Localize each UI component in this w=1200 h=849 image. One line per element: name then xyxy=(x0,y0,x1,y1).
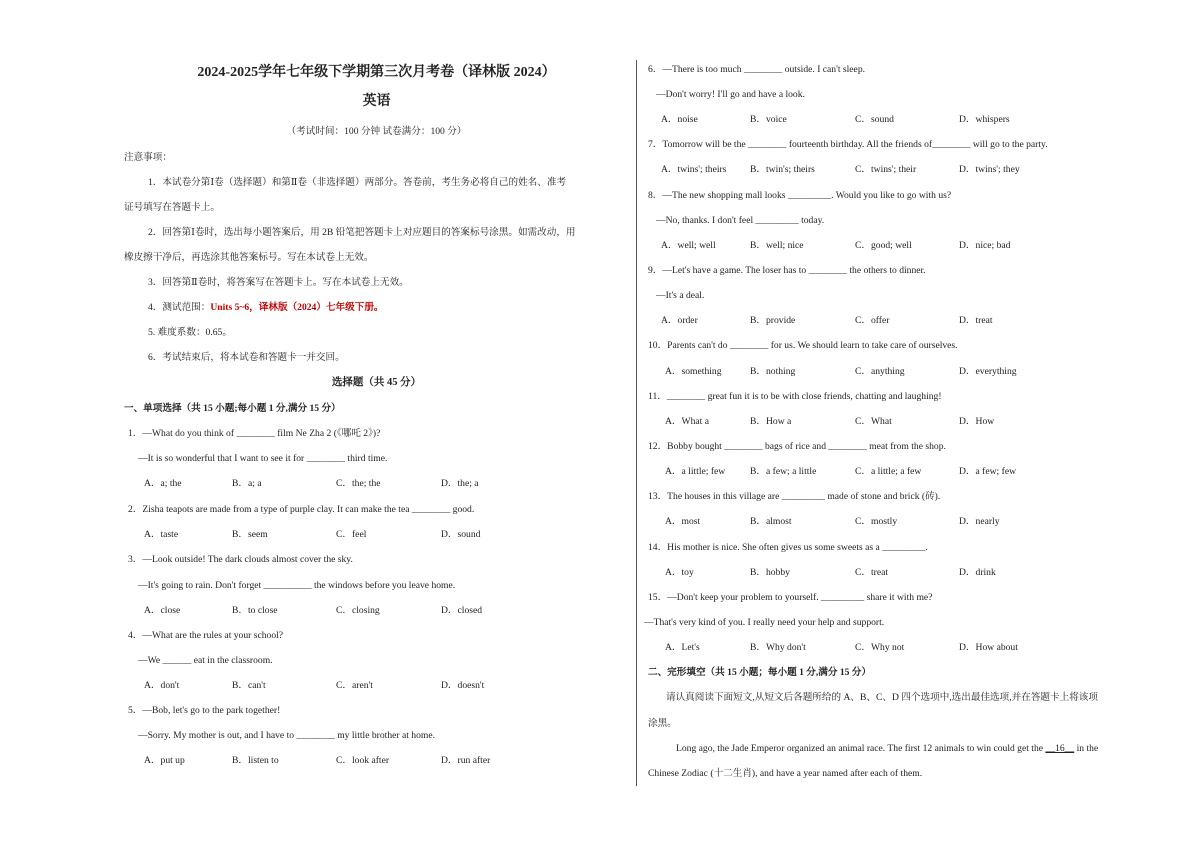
question-9-option-a: A．order xyxy=(661,315,698,326)
question-10-option-c: C．anything xyxy=(855,366,905,377)
question-7-option-a: A．twins'; theirs xyxy=(661,164,727,175)
question-3-option-a: A．close xyxy=(144,605,181,616)
question-1-option-d: D．the; a xyxy=(441,478,479,489)
question-2-option-c: C．feel xyxy=(336,529,367,540)
note-2a: 2．回答第Ⅰ卷时，选出每小题答案后，用 2B 铅笔把答题卡上对应题目的答案标号涂黑。如需改动，用 xyxy=(148,227,576,238)
question-8-option-a: A．well; well xyxy=(661,240,716,251)
question-8-option-b: B．well; nice xyxy=(750,240,804,251)
page-title: 2024-2025学年七年级下学期第三次月考卷（译林版 2024） xyxy=(197,65,556,80)
question-9-stem: 9．—Let's have a game. The loser has to ________ the others to dinner. xyxy=(648,265,926,276)
question-14-option-a: A．toy xyxy=(665,567,694,578)
question-2-stem: 2．Zisha teapots are made from a type of purple clay. It can make the tea ________ good. xyxy=(128,504,475,515)
question-10-option-b: B．nothing xyxy=(750,366,796,377)
question-10-stem: 10．Parents can't do ________ for us. We should learn to take care of ourselves. xyxy=(648,340,958,351)
passage-line-1-end: in the xyxy=(1076,743,1099,754)
note-4 xyxy=(148,302,384,314)
question-14-option-c: C．treat xyxy=(855,567,889,578)
note-4-label: 4．测试范围： xyxy=(148,302,211,313)
question-11-option-a: A．What a xyxy=(665,416,709,427)
question-5-reply: —Sorry. My mother is out, and I have to ________ my little brother at home. xyxy=(138,730,436,741)
question-2-option-b: B．seem xyxy=(232,529,268,540)
question-6-option-a: A．noise xyxy=(661,114,698,125)
question-3-reply: —It's going to rain. Don't forget __________ the windows before you leave home. xyxy=(138,580,456,591)
question-4-option-c: C．aren't xyxy=(336,680,373,691)
question-3-option-c: C．closing xyxy=(336,605,380,616)
question-15-option-b: B．Why don't xyxy=(750,642,806,653)
question-4-option-d: D．doesn't xyxy=(441,680,485,691)
question-5-option-c: C．look after xyxy=(336,755,390,766)
question-11-option-b: B．How a xyxy=(750,416,792,427)
question-15-option-d: D．How about xyxy=(959,642,1018,653)
question-13-option-b: B．almost xyxy=(750,516,792,527)
section2-title: 二、完形填空（共 15 小题；每小题 1 分,满分 15 分） xyxy=(648,667,872,678)
question-4-option-b: B．can't xyxy=(232,680,266,691)
question-14-option-b: B．hobby xyxy=(750,567,790,578)
question-6-option-b: B．voice xyxy=(750,114,787,125)
question-7-option-d: D．twins'; they xyxy=(959,164,1020,175)
question-15-stem: 15．—Don't keep your problem to yourself. _________ share it with me? xyxy=(648,592,933,603)
question-15-option-c: C．Why not xyxy=(855,642,905,653)
passage-line-1 xyxy=(676,743,1098,755)
question-7-stem: 7．Tomorrow will be the ________ fourteenth birthday. All the friends of________ will go to the party. xyxy=(648,139,1048,150)
question-7-option-b: B．twin's; theirs xyxy=(750,164,815,175)
question-9-option-b: B．provide xyxy=(750,315,796,326)
question-12-option-b: B．a few; a little xyxy=(750,466,817,477)
question-4-stem: 4．—What are the rules at your school? xyxy=(128,630,284,641)
question-5-option-a: A．put up xyxy=(144,755,185,766)
question-1-stem: 1．—What do you think of ________ film Ne Zha 2 (《哪吒 2》)? xyxy=(128,428,381,439)
question-12-option-d: D．a few; few xyxy=(959,466,1017,477)
question-1-reply: —It is so wonderful that I want to see it for ________ third time. xyxy=(138,453,388,464)
question-5-stem: 5．—Bob, let's go to the park together! xyxy=(128,705,281,716)
note-2b: 橡皮擦干净后，再选涂其他答案标号。写在本试卷上无效。 xyxy=(124,252,374,263)
part1-title: 选择题（共 45 分） xyxy=(331,377,422,388)
note-5: 5. 难度系数：0.65。 xyxy=(148,327,232,338)
question-12-option-a: A．a little; few xyxy=(665,466,726,477)
question-13-option-c: C．mostly xyxy=(855,516,898,527)
question-4-reply: —We ______ eat in the classroom. xyxy=(138,655,273,666)
question-13-stem: 13．The houses in this village are _________ made of stone and brick (砖). xyxy=(648,491,941,502)
question-1-option-a: A．a; the xyxy=(144,478,182,489)
question-14-option-d: D．drink xyxy=(959,567,996,578)
question-8-stem: 8．—The new shopping mall looks _________. Would you like to go with us? xyxy=(648,190,952,201)
question-9-option-d: D．treat xyxy=(959,315,993,326)
question-3-stem: 3．—Look outside! The dark clouds almost cover the sky. xyxy=(128,554,353,565)
question-12-stem: 12．Bobby bought ________ bags of rice and ________ meat from the shop. xyxy=(648,441,946,452)
question-15-option-a: A．Let's xyxy=(665,642,700,653)
question-10-option-d: D．everything xyxy=(959,366,1017,377)
section2-instructions-a: 请认真阅读下面短文,从短文后各题所给的 A、B、C、D 四个选项中,选出最佳选项,并在答题卡上将该项 xyxy=(666,692,1098,703)
note-4-range: Units 5~6，译林版（2024）七年级下册。 xyxy=(210,302,384,313)
question-8-reply: —No, thanks. I don't feel _________ today. xyxy=(656,215,825,226)
question-13-option-a: A．most xyxy=(665,516,701,527)
question-2-option-d: D．sound xyxy=(441,529,481,540)
question-1-option-c: C．the; the xyxy=(336,478,381,489)
question-12-option-c: C．a little; a few xyxy=(855,466,922,477)
passage-line-2: Chinese Zodiac (十二生肖), and have a year named after each of them. xyxy=(648,768,923,779)
section2-instructions-b: 涂黑。 xyxy=(648,718,677,729)
question-8-option-c: C．good; well xyxy=(855,240,912,251)
question-11-option-c: C．What xyxy=(855,416,892,427)
passage-line-1-text: Long ago, the Jade Emperor organized an animal race. The first 12 animals to win could get the xyxy=(676,743,1044,754)
exam-info: （考试时间：100 分钟 试卷满分：100 分） xyxy=(286,126,467,137)
note-6: 6．考试结束后，将本试卷和答题卡一并交回。 xyxy=(148,352,345,363)
note-3: 3．回答第Ⅱ卷时，将答案写在答题卡上。写在本试卷上无效。 xyxy=(148,277,409,288)
question-14-stem: 14．His mother is nice. She often gives us some sweets as a _________. xyxy=(648,542,928,553)
question-4-option-a: A．don't xyxy=(144,680,180,691)
question-6-option-c: C．sound xyxy=(855,114,894,125)
note-1a: 1．本试卷分第Ⅰ卷（选择题）和第Ⅱ卷（非选择题）两部分。答卷前，考生务必将自己的姓名、准考 xyxy=(148,177,567,188)
question-3-option-d: D．closed xyxy=(441,605,483,616)
question-5-option-d: D．run after xyxy=(441,755,491,766)
notes-heading: 注意事项： xyxy=(124,152,172,163)
question-1-option-b: B．a; a xyxy=(232,478,262,489)
question-9-option-c: C．offer xyxy=(855,315,890,326)
question-11-option-d: D．How xyxy=(959,416,995,427)
question-7-option-c: C．twins'; their xyxy=(855,164,917,175)
question-6-stem: 6．—There is too much ________ outside. I can't sleep. xyxy=(648,64,866,75)
question-15-reply: —That's very kind of you. I really need your help and support. xyxy=(644,617,885,628)
question-2-option-a: A．taste xyxy=(144,529,179,540)
question-9-reply: —It's a deal. xyxy=(656,290,705,301)
question-11-stem: 11．________ great fun it is to be with close friends, chatting and laughing! xyxy=(648,391,942,402)
column-divider xyxy=(636,60,637,786)
question-8-option-d: D．nice; bad xyxy=(959,240,1011,251)
question-6-option-d: D．whispers xyxy=(959,114,1010,125)
question-3-option-b: B．to close xyxy=(232,605,278,616)
note-1b: 证号填写在答题卡上。 xyxy=(124,202,220,213)
question-5-option-b: B．listen to xyxy=(232,755,279,766)
subject-title: 英语 xyxy=(362,94,391,109)
blank-16: __16__ xyxy=(1045,743,1075,754)
question-10-option-a: A．something xyxy=(665,366,722,377)
section1-title: 一、单项选择（共 15 小题;每小题 1 分,满分 15 分） xyxy=(124,403,341,414)
question-13-option-d: D．nearly xyxy=(959,516,1000,527)
question-6-reply: —Don't worry! I'll go and have a look. xyxy=(656,89,805,100)
